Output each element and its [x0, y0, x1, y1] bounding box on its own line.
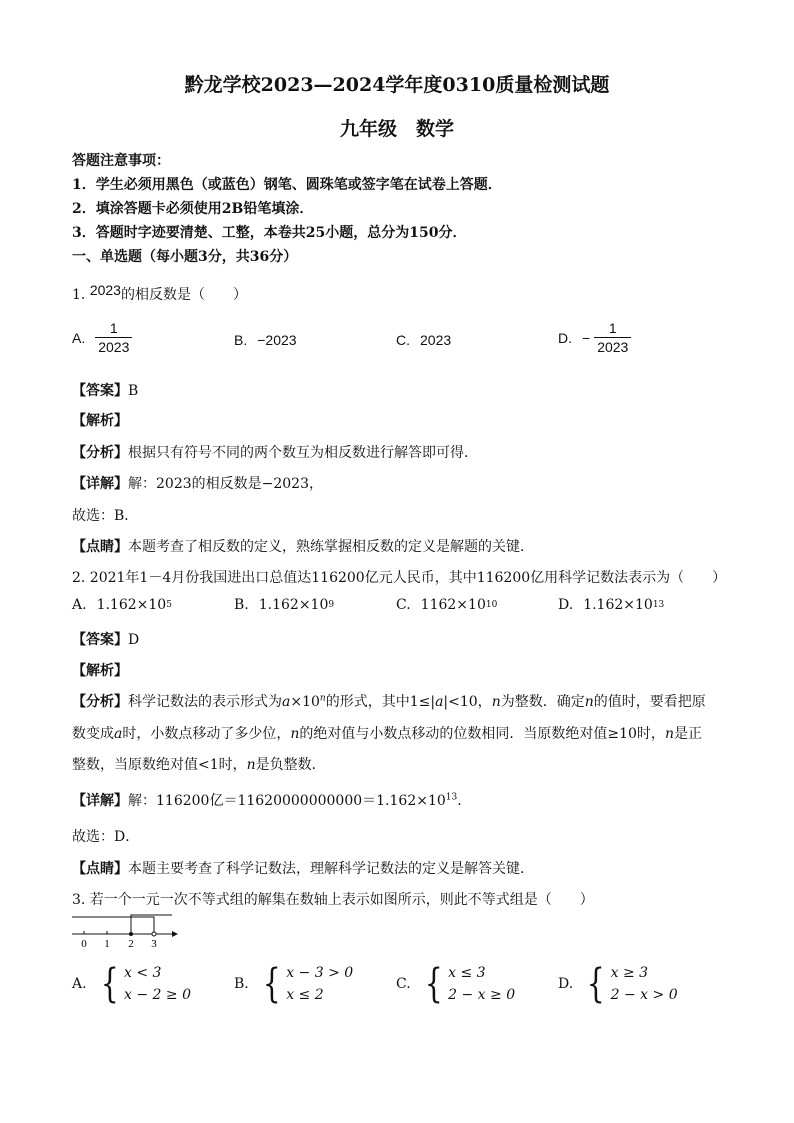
closed-dot-2 — [129, 932, 133, 936]
tick-label-3: 3 — [151, 938, 157, 950]
open-dot-3 — [152, 932, 156, 936]
q1-analysis-heading: 【解析】 — [72, 413, 128, 429]
number-line-figure — [72, 912, 182, 950]
q2-option-b: B. 1.162×10 9 — [234, 597, 335, 613]
q2-fenxi-line-1: 【分析】科学记数法的表示形式为$a\times 10^n$的形式，其中1≤|a|<10，n为整数．确定n的值时，要看把原 — [72, 693, 706, 710]
q1-answer: 【答案】B — [72, 383, 139, 399]
q2-fenxi-line-2: 数变成a时，小数点移动了多少位，n的绝对值与小数点移动的位数相同．当原数绝对值≥10时，n是正 — [72, 726, 702, 742]
q2-option-d: D. 1.162×10 13 — [558, 597, 665, 613]
q1-dianjing: 【点睛】本题考查了相反数的定义，熟练掌握相反数的定义是解题的关键． — [72, 539, 534, 555]
q2-option-c: C. 1162×10 10 — [396, 597, 498, 613]
question-number: 1. — [72, 287, 86, 303]
question-1-stem — [72, 284, 247, 304]
q2-answer: 【答案】D — [72, 632, 140, 648]
q3-option-d: D. { x ≥ 3 2 − x > 0 — [558, 961, 678, 1007]
q3-option-a: A. { x < 3 x − 2 ≥ 0 — [72, 961, 191, 1007]
section-heading: 一、单选题（每小题3分，共36分） — [72, 249, 298, 265]
q2-fenxi-line-3: 整数，当原数绝对值<1时，n是负整数． — [72, 757, 326, 773]
question-2-stem: 2. 2021年1－4月份我国进出口总值达116200亿元人民币，其中116200亿用科学记数法表示为（ ） — [72, 570, 727, 586]
q1-xiangjie: 【详解】解：2023的相反数是−2023， — [72, 476, 323, 492]
fraction: $\frac{1}{2023}$ — [594, 320, 631, 355]
q3-option-c: C. { x ≤ 3 2 − x ≥ 0 — [396, 961, 516, 1007]
tick-label-0: 0 — [81, 938, 87, 950]
brace-icon: { — [587, 961, 605, 1007]
notice-item-3: 3．答题时字迹要清楚、工整，本卷共25小题，总分为150分． — [72, 225, 467, 241]
inequality-system: { x ≤ 3 2 − x ≥ 0 — [424, 961, 516, 1007]
tick-label-2: 2 — [128, 938, 134, 950]
q3-option-b: B. { x − 3 > 0 x ≤ 2 — [234, 961, 354, 1007]
fraction: $\frac{1}{2023}$ — [95, 320, 132, 355]
inequality-system: { x < 3 x − 2 ≥ 0 — [100, 961, 191, 1007]
inequality-system: { x ≥ 3 2 − x > 0 — [587, 961, 678, 1007]
q1-option-a: A. $\frac{1}{2023}$ — [72, 320, 132, 355]
brace-icon: { — [424, 961, 443, 1007]
q2-choice: 故选：D． — [72, 829, 140, 845]
brace-icon: { — [100, 961, 119, 1007]
q1-choice: 故选：B． — [72, 508, 139, 524]
notice-item-2: 2．填涂答题卡必须使用2B铅笔填涂． — [72, 201, 314, 217]
q2-analysis-heading: 【解析】 — [72, 663, 128, 679]
question-3-stem: 3. 若一个一元一次不等式组的解集在数轴上表示如图所示，则此不等式组是（ ） — [72, 892, 594, 908]
question-value: 2023 — [89, 282, 121, 298]
page-subtitle: 九年级 数学 — [339, 118, 454, 140]
q1-option-c: C. 2023 — [396, 332, 452, 348]
brace-icon: { — [262, 961, 281, 1007]
q1-option-b: B. −2023 — [234, 332, 297, 348]
tick-label-1: 1 — [104, 938, 110, 950]
q2-xiangjie: 【详解】解：116200亿$=11620000000000=1.162\times 10^{13}$． — [72, 792, 472, 809]
q1-option-d: D. − $\frac{1}{2023}$ — [558, 320, 631, 355]
notice-heading: 答题注意事项： — [72, 153, 170, 169]
axis-arrow — [172, 931, 178, 937]
question-text: 的相反数是（ ） — [120, 287, 247, 303]
page-title: 黔龙学校2023—2024学年度0310质量检测试题 — [184, 74, 610, 96]
q1-fenxi: 【分析】根据只有符号不同的两个数互为相反数进行解答即可得． — [72, 445, 478, 461]
q2-option-a: A. 1.162×10 5 — [72, 597, 172, 613]
inequality-system: { x − 3 > 0 x ≤ 2 — [262, 961, 354, 1007]
solution-ray-right — [131, 915, 172, 934]
q2-dianjing: 【点睛】本题主要考查了科学记数法，理解科学记数法的定义是解答关键． — [72, 861, 534, 877]
notice-item-1: 1．学生必须用黑色（或蓝色）钢笔、圆珠笔或签字笔在试卷上答题． — [72, 177, 502, 193]
